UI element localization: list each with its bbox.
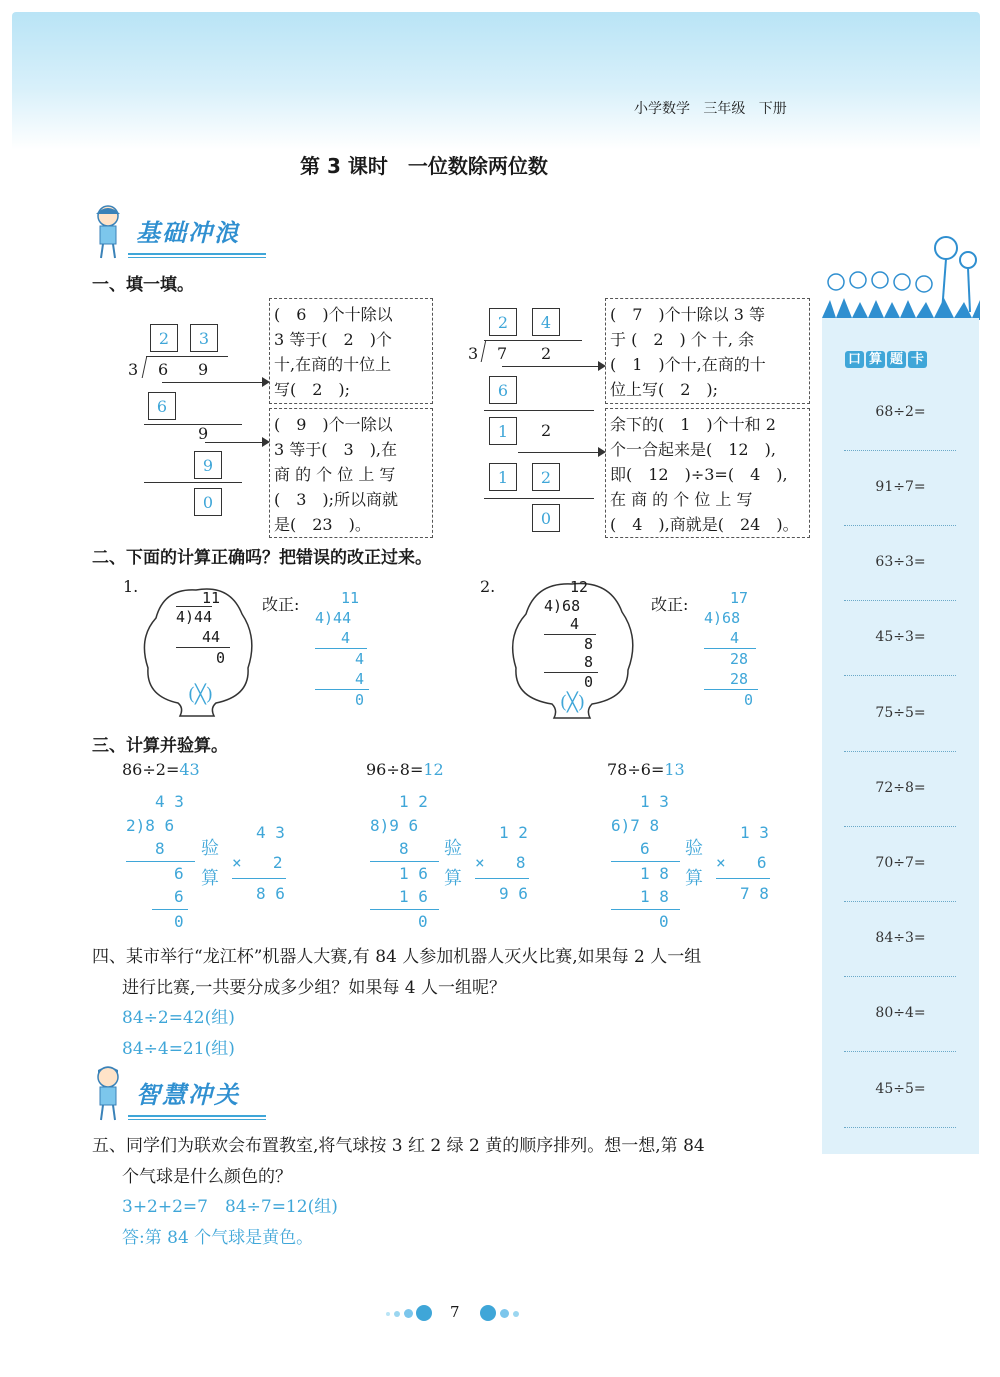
answer-line xyxy=(844,1051,956,1052)
note-line: 写( 2 ); xyxy=(274,380,351,399)
answer-line xyxy=(844,751,956,752)
page-footer xyxy=(380,1300,540,1328)
q2-title: 二、下面的计算正确吗？把错误的改正过来。 xyxy=(92,548,432,568)
division: 6)7 8 xyxy=(611,815,660,835)
note-line: 位上写( 2 ); xyxy=(610,380,719,399)
fix-rem1: 4 xyxy=(355,650,365,668)
q-ones-box: 4 xyxy=(532,308,560,336)
check-label xyxy=(685,834,703,894)
note-line: ( 7 )个十除以 3 等 xyxy=(610,305,766,324)
line-2 xyxy=(484,498,594,499)
note-line: ( 1 )个十,在商的十 xyxy=(610,355,766,374)
equation-text: 86÷2= xyxy=(122,760,180,779)
equation xyxy=(366,760,444,779)
q4-answer: 84÷4=21(组) xyxy=(122,1039,235,1059)
q4-line: 进行比赛,一共要分成多少组？如果每 4 人一组呢？ xyxy=(122,978,507,998)
title-char: 卡 xyxy=(908,351,927,368)
remainder: 0 xyxy=(418,911,428,931)
note-line: 即( 12 )÷3=( 4 ), xyxy=(610,465,788,484)
equation xyxy=(607,760,685,779)
arrow-2-line xyxy=(518,452,602,453)
wrong-division: 4)44 xyxy=(176,608,213,626)
rem1: 6 xyxy=(174,863,184,883)
check-char: 验 xyxy=(444,838,462,859)
q2-p2-wrong xyxy=(544,578,598,691)
equation-answer: 12 xyxy=(423,760,444,779)
note-line: ( 9 )个一除以 xyxy=(274,415,393,434)
sidebar-item: 80÷4= xyxy=(875,1005,926,1021)
q2-p1-wrong xyxy=(176,588,230,668)
wrong-sub2: 8 xyxy=(544,653,598,673)
division-bracket xyxy=(481,340,487,362)
check-label xyxy=(444,834,462,894)
sidebar-item: 63÷3= xyxy=(875,554,926,570)
quotient: 1 2 xyxy=(399,792,428,811)
multiplicand: 1 2 xyxy=(499,823,528,842)
remainder: 0 xyxy=(659,911,669,931)
note-line: 商 的 个 位 上 写 xyxy=(274,465,396,484)
q5-answer: 3+2+2=7 84÷7=12(组) xyxy=(122,1197,338,1217)
fix-division: 4)44 xyxy=(315,609,352,627)
line-1 xyxy=(484,410,594,411)
sidebar-item: 75÷5= xyxy=(875,705,926,721)
q1-right-note1 xyxy=(605,298,810,404)
fix-sub2: 4 xyxy=(315,669,369,690)
section-basic-title: 基础冲浪 xyxy=(136,219,240,247)
remainder-box: 0 xyxy=(532,504,560,532)
q2-p2-mark: (╳) xyxy=(560,692,585,713)
equation xyxy=(122,760,200,779)
q-ones-box: 3 xyxy=(190,324,218,352)
q5-answer: 答:第 84 个气球是黄色。 xyxy=(122,1228,314,1248)
equation-answer: 43 xyxy=(179,760,200,779)
sub1: 8 xyxy=(126,837,195,862)
q4-answer: 84÷2=42(组) xyxy=(122,1008,235,1028)
dot-icon xyxy=(404,1309,413,1318)
note-line: ( 4 ),商就是( 24 )。 xyxy=(610,515,799,534)
sub2: 1 8 xyxy=(611,885,680,910)
times-icon: × xyxy=(232,853,261,872)
fix-remainder: 0 xyxy=(355,691,365,709)
division-bar xyxy=(146,356,228,357)
sub1: 8 xyxy=(370,837,439,862)
sidebar-item: 70÷7= xyxy=(875,855,926,871)
remainder: 0 xyxy=(174,911,184,931)
long-division xyxy=(126,790,195,933)
note-line: 余下的( 1 )个十和 2 xyxy=(610,415,776,434)
q2-p1-number: 1. xyxy=(123,577,139,596)
header-band xyxy=(12,12,980,150)
sidebar-title xyxy=(844,348,928,367)
multiplication xyxy=(475,818,529,909)
sidebar-item: 45÷5= xyxy=(875,1081,926,1097)
wrong-remainder: 0 xyxy=(216,649,226,667)
answer-line xyxy=(844,826,956,827)
answer-line xyxy=(844,675,956,676)
product: 7 8 xyxy=(740,884,769,903)
dot-icon xyxy=(394,1311,400,1317)
volume-label: 下册 xyxy=(758,101,787,117)
check-char: 验 xyxy=(201,838,219,859)
q2-p2-number: 2. xyxy=(480,577,496,596)
q5-answers xyxy=(122,1192,338,1254)
sidebar-item: 84÷3= xyxy=(875,930,926,946)
answer-line xyxy=(844,600,956,601)
fix-sub2: 28 xyxy=(704,669,758,690)
q4-line: 四、某市举行“龙江杯”机器人大赛,有 84 人参加机器人灭火比赛,如果每 2 人一组 xyxy=(92,947,702,967)
dividend-ones: 2 xyxy=(541,344,552,363)
answer-line xyxy=(844,976,956,977)
check-label xyxy=(201,834,219,894)
multiplicand: 1 3 xyxy=(740,823,769,842)
quotient: 1 3 xyxy=(640,792,669,811)
answer-line xyxy=(844,901,956,902)
multiplication xyxy=(232,818,286,909)
mental-math-sidebar xyxy=(822,318,979,1154)
note-line: ( 6 )个十除以 xyxy=(274,305,393,324)
grade-label: 三年级 xyxy=(703,101,746,117)
q1-right-note2 xyxy=(605,408,810,538)
section-wisdom-underline xyxy=(128,1115,266,1120)
check-char: 算 xyxy=(201,868,219,889)
fix-remainder: 0 xyxy=(744,691,754,709)
product: 8 6 xyxy=(256,884,285,903)
quotient: 4 3 xyxy=(155,792,184,811)
q5-line: 个气球是什么颜色的？ xyxy=(122,1167,292,1187)
q2-p1-fix xyxy=(315,588,369,710)
boy-icon xyxy=(88,1064,128,1122)
sub1: 6 xyxy=(611,837,680,862)
answer-line xyxy=(844,450,956,451)
sidebar-item: 68÷2= xyxy=(875,404,926,420)
times-icon: × xyxy=(716,853,745,872)
dividend-ones: 9 xyxy=(198,360,209,379)
division: 8)9 6 xyxy=(370,815,419,835)
q2-p1-mark: (╳) xyxy=(188,684,213,705)
wrong-quotient: 11 xyxy=(202,589,221,607)
wrong-quotient: 12 xyxy=(570,578,589,596)
note-line: 于 ( 2 ) 个 十, 余 xyxy=(610,330,755,349)
title-char: 题 xyxy=(887,351,906,368)
header-info xyxy=(634,98,787,118)
sidebar-item: 72÷8= xyxy=(875,780,926,796)
note-line: 个一合起来是( 12 ), xyxy=(610,440,776,459)
check-char: 算 xyxy=(444,868,462,889)
fix-sub1: 4 xyxy=(704,628,756,649)
arrow-2-line xyxy=(205,442,265,443)
series-label: 小学数学 xyxy=(634,101,690,117)
title-char: 算 xyxy=(866,351,885,368)
fix-division: 4)68 xyxy=(704,609,741,627)
q1-title: 一、填一填。 xyxy=(92,275,194,295)
note-line: 十,在商的十位上 xyxy=(274,355,392,374)
divisor: 3 xyxy=(128,360,139,379)
division: 2)8 6 xyxy=(126,815,175,835)
girl-icon xyxy=(88,202,128,260)
q5-line: 五、同学们为联欢会布置教室,将气球按 3 红 2 绿 2 黄的顺序排列。想一想,第 84 xyxy=(92,1136,705,1156)
sidebar-item: 45÷3= xyxy=(875,629,926,645)
equation-text: 78÷6= xyxy=(607,760,665,779)
rem1-box: 1 xyxy=(489,417,517,445)
multiplication xyxy=(716,818,770,909)
q5-text xyxy=(92,1131,822,1193)
division-bracket xyxy=(142,356,148,378)
note-line: 3 等于( 2 )个 xyxy=(274,330,392,349)
q4-text xyxy=(92,942,822,1004)
fix-quotient: 11 xyxy=(341,589,360,607)
sub2: 6 xyxy=(152,885,188,910)
check-char: 算 xyxy=(685,868,703,889)
division-bar xyxy=(484,340,582,341)
product: 9 6 xyxy=(499,884,528,903)
sub2-ones-box: 2 xyxy=(532,463,560,491)
dot-icon xyxy=(480,1305,496,1321)
multiplier-row xyxy=(232,848,286,879)
long-division xyxy=(611,790,680,933)
multiplier: 6 xyxy=(756,853,767,872)
section-wisdom-title: 智慧冲关 xyxy=(136,1081,240,1109)
rem1: 1 8 xyxy=(640,863,669,883)
arrow-1-line xyxy=(162,382,266,383)
line-1 xyxy=(144,424,242,425)
q2-p2-fix xyxy=(704,588,758,710)
check-char: 验 xyxy=(685,838,703,859)
wrong-sub: 44 xyxy=(176,627,230,648)
arrow-1-line xyxy=(502,366,602,367)
sub2: 1 6 xyxy=(370,885,439,910)
q3-title: 三、计算并验算。 xyxy=(92,736,228,756)
answer-line xyxy=(844,525,956,526)
line-2 xyxy=(144,482,242,483)
rem1-ones: 2 xyxy=(541,421,552,440)
multiplier-row xyxy=(475,848,529,879)
times-icon: × xyxy=(475,853,504,872)
dot-icon xyxy=(513,1311,519,1317)
equation-text: 96÷8= xyxy=(366,760,424,779)
bring-down: 9 xyxy=(198,424,209,443)
note-line: 在 商 的 个 位 上 写 xyxy=(610,490,753,509)
dot-icon xyxy=(386,1312,390,1316)
q4-answers xyxy=(122,1003,235,1065)
wrong-remainder: 0 xyxy=(584,672,594,691)
long-division xyxy=(370,790,439,933)
wrong-sub1: 4 xyxy=(544,615,596,635)
title-char: 口 xyxy=(845,351,864,368)
wrong-division: 4)68 xyxy=(544,596,581,615)
equation-answer: 13 xyxy=(664,760,685,779)
divisor: 3 xyxy=(468,344,479,363)
wrong-rem1: 8 xyxy=(584,634,594,653)
multiplier-row xyxy=(716,848,770,879)
fix-quotient: 17 xyxy=(730,589,749,607)
dot-icon xyxy=(416,1305,432,1321)
sub2-tens-box: 1 xyxy=(489,463,517,491)
answer-line xyxy=(844,1127,956,1128)
remainder-box: 0 xyxy=(194,488,222,516)
multiplier: 8 xyxy=(515,853,526,872)
multiplicand: 4 3 xyxy=(256,823,285,842)
multiplier: 2 xyxy=(272,853,283,872)
sidebar-item: 91÷7= xyxy=(875,479,926,495)
sub2-box: 9 xyxy=(194,451,222,479)
lesson-title: 第 3 课时 一位数除两位数 xyxy=(300,154,548,178)
dividend-tens: 7 xyxy=(497,344,508,363)
q2-p1-fix-label: 改正: xyxy=(262,595,300,614)
q2-p2-fix-label: 改正: xyxy=(651,595,689,614)
note-line: ( 3 );所以商就 xyxy=(274,490,399,509)
q-tens-box: 2 xyxy=(150,324,178,352)
q-tens-box: 2 xyxy=(489,308,517,336)
rem1: 1 6 xyxy=(399,863,428,883)
note-line: 3 等于( 3 ),在 xyxy=(274,440,398,459)
sub1-box: 6 xyxy=(489,376,517,404)
note-line: 是( 23 )。 xyxy=(274,515,371,534)
sub1-box: 6 xyxy=(148,392,176,420)
section-basic-underline xyxy=(128,253,266,258)
dot-icon xyxy=(500,1309,509,1318)
fix-rem1: 28 xyxy=(730,650,749,668)
dividend-tens: 6 xyxy=(158,360,169,379)
page-number: 7 xyxy=(450,1303,460,1321)
q1-left-note2 xyxy=(269,408,433,538)
fix-sub1: 4 xyxy=(315,628,367,649)
q1-left-note1 xyxy=(269,298,433,404)
kids-flowers-icon xyxy=(822,222,980,320)
